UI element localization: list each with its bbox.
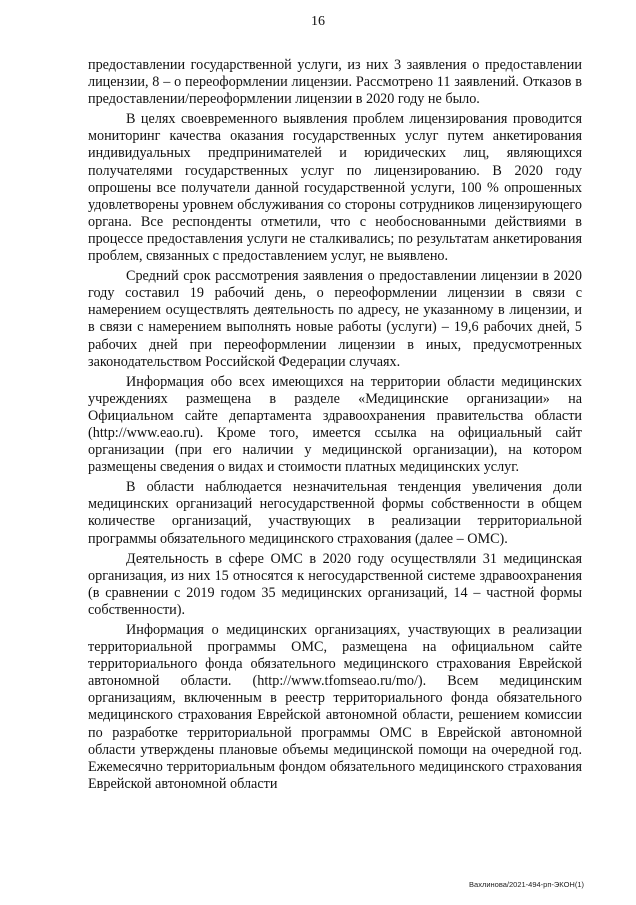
- paragraph-oms-activity: Деятельность в сфере ОМС в 2020 году осуществляли 31 медицинская организация, из них 15 относятся к негосударственной системе здравоохранения (в сравнении с 2019 годом 35 медицинских организаций, 14 – частной формы собственности).: [88, 550, 582, 618]
- paragraph-oms-program-info: Информация о медицинских организациях, участвующих в реализации территориальной программы ОМС, размещена на официальном сайте территориального фонда обязательного медицинского страхования Еврейской автономной области. (http://www.tfomseao.ru/mo/). Всем медицинским организациям, включенным в реестр территориального фонда обязательного медицинского страхования Еврейской автономной области, решением комиссии по разработке территориальной программы ОМС в Еврейской автономной области утверждены плановые объемы медицинской помощи на очередной год. Ежемесячно территориальным фондом обязательного медицинского страхования Еврейской автономной области: [88, 622, 582, 792]
- paragraph-medical-organizations-info: Информация обо всех имеющихся на территории области медицинских учреждениях размещена в разделе «Медицинские организации» на Официальном сайте департамента здравоохранения правительства области (http://www.eao.ru). Кроме того, имеется ссылка на официальный сайт организации (при его наличии у медицинской организации), на котором размещены сведения о видах и стоимости платных медицинских услуг.: [88, 373, 582, 476]
- paragraph-license-applications: предоставлении государственной услуги, из них 3 заявления о предоставлении лицензии, 8 – о переоформлении лицензии. Рассмотрено 11 заявлений. Отказов в предоставлении/переоформлении лицензии в 2020 году не было.: [88, 57, 582, 108]
- paragraph-private-share-trend: В области наблюдается незначительная тенденция увеличения доли медицинских организаций негосударственной формы собственности в общем количестве организаций, участвующих в реализации территориальной программы обязательного медицинского страхования (далее – ОМС).: [88, 479, 582, 547]
- document-body: [88, 57, 582, 796]
- page-number: 16: [311, 14, 325, 29]
- paragraph-monitoring: В целях своевременного выявления проблем лицензирования проводится мониторинг качества оказания государственных услуг путем анкетирования индивидуальных предпринимателей и юридических лиц, являющихся получателями государственных услуг по лицензированию. В 2020 году опрошены все получатели данной государственной услуги, 100 % опрошенных удовлетворены уровнем обслуживания со стороны сотрудников лицензирующего органа. Все респонденты отметили, что с необоснованными действиями в процессе предоставления услуги не сталкивались; по результатам анкетирования проблем, связанных с предоставлением услуг, не выявлено.: [88, 111, 582, 265]
- paragraph-processing-time: Средний срок рассмотрения заявления о предоставлении лицензии в 2020 году составил 19 рабочий день, о переоформлении лицензии в связи с намерением осуществлять деятельность по адресу, не указанному в лицензии, и в связи с намерением выполнять новые работы (услуги) – 19,6 рабочих дней, 5 рабочих дней при переоформлении лицензии в иных, предусмотренных законодательством Российской Федерации случаях.: [88, 268, 582, 370]
- document-registration-code: Вахлинова/2021-494-рп-ЭКОН(1): [469, 880, 584, 889]
